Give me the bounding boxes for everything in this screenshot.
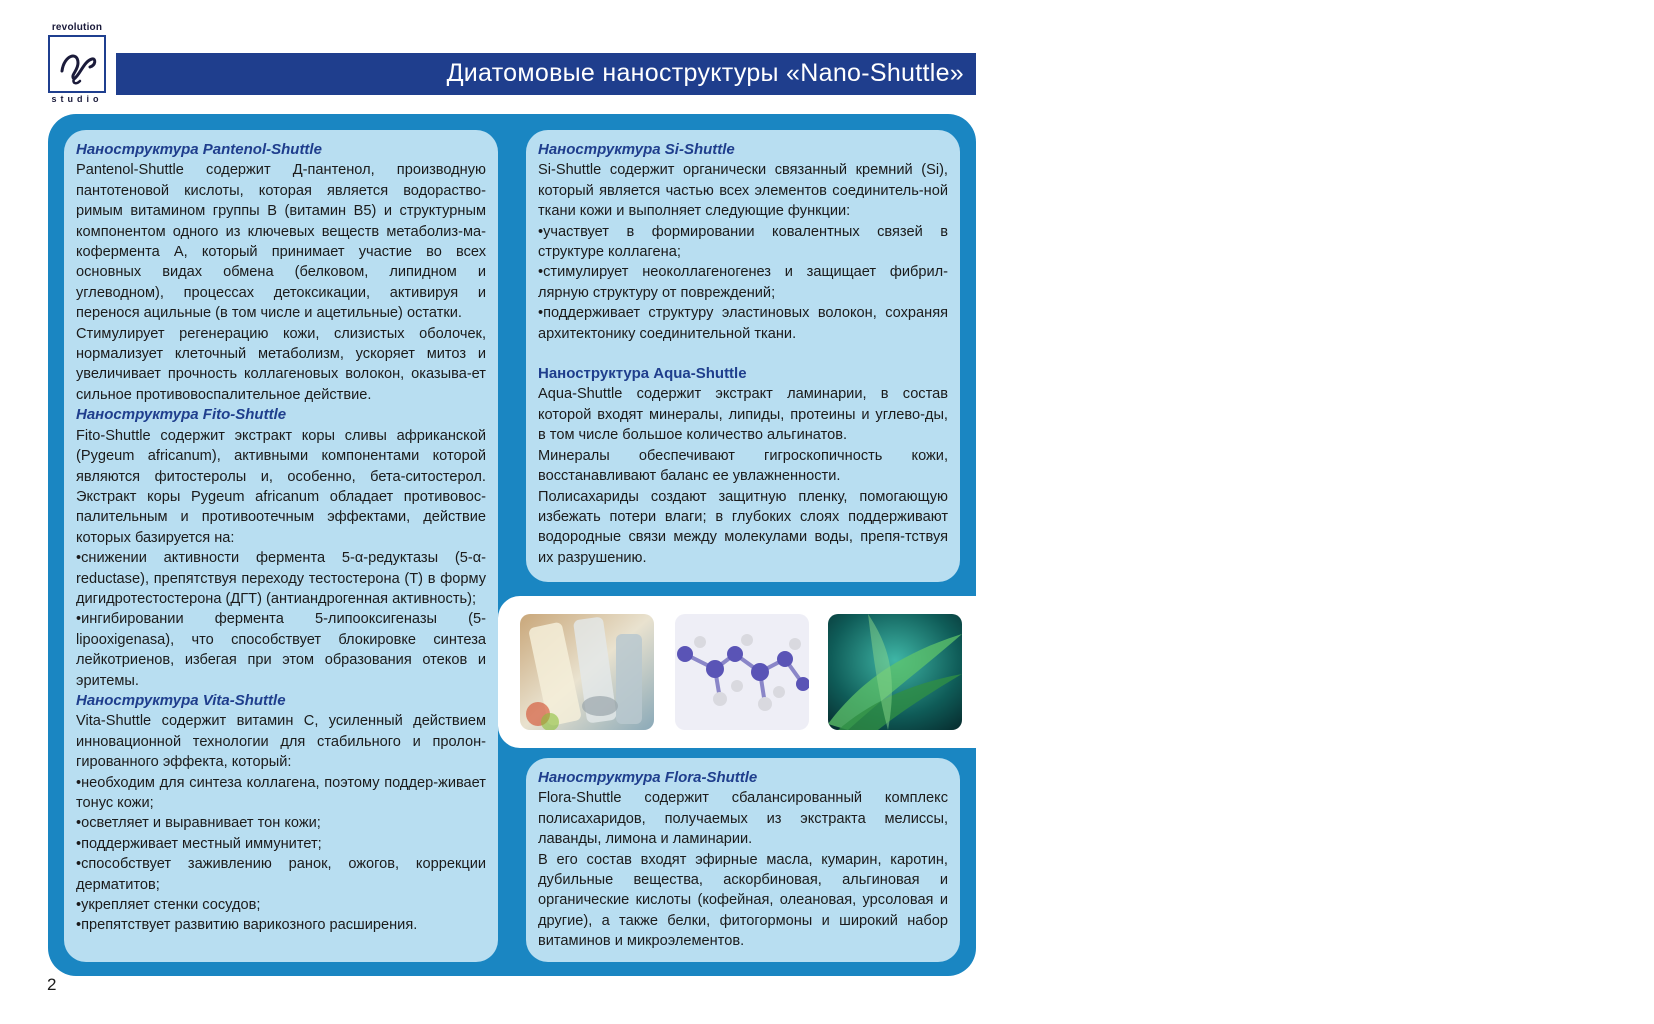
page-title: Диатомовые наноструктуры «Nano-Shuttle»	[446, 59, 964, 87]
si-bullet-1: •участвует в формировании ковалентных связей в структуре коллагена;	[538, 223, 948, 261]
card-left	[64, 130, 498, 962]
heading-fito: Наноструктура Fito-Shuttle	[76, 406, 287, 424]
fito-paragraph-1: Fito-Shuttle содержит экстракт коры сливы африканской (Pygeum africanum), активными компонентами которой являются фитостеролы и, особенно, бета-ситостерол. Экстракт коры Pygeum africanum обладает противовос-палительным и противоотечным эффектами, действие которых базируется на:	[76, 427, 486, 546]
card-si-aqua	[526, 130, 960, 582]
page-number: 2	[47, 975, 57, 994]
logo-box	[48, 35, 106, 93]
spacer	[538, 344, 948, 364]
panthenol-paragraph-1: Pantenol-Shuttle содержит Д-пантенол, производную пантотеновой кислоты, которая является водораство-римым витамином группы В (витамин В5) и структурным компонентом одного из ключевых веществ метаболиз-ма- кофермента А, который принимает участие во всех основных видах обмена (белковом, липидном и углеводном), процессах детоксикации, активируя и перенося ацильные (в том числе и ацетильные) остатки.	[76, 162, 486, 322]
vita-paragraph-1: Vita-Shuttle содержит витамин С, усиленный действием инновационной технологии для стабильного и пролон-гированного эффекта, который:	[76, 713, 486, 771]
molecule-image	[675, 614, 809, 730]
title-bar	[116, 53, 976, 95]
heading-si: Наноструктура Si-Shuttle	[538, 141, 735, 158]
vita-bullet-3: •поддерживает местный иммунитет;	[76, 835, 322, 852]
logo-r-icon	[54, 41, 104, 91]
vita-bullet-6: •препятствует развитию варикозного расширения.	[76, 917, 418, 934]
flora-paragraph-1: Flora-Shuttle содержит сбалансированный комплекс полисахаридов, получаемых из экстракта мелиссы, лаванды, лимона и ламинарии.	[538, 790, 948, 848]
aqua-paragraph-1: Aqua-Shuttle содержит экстракт ламинарии, в состав которой входят минералы, липиды, протеины и углево-ды, в том числе большое количество альгинатов.	[538, 386, 948, 444]
seaweed-image	[828, 614, 962, 730]
logo-top-text: revolution	[51, 22, 103, 33]
vita-bullet-2: •осветляет и выравнивает тон кожи;	[76, 815, 321, 832]
heading-panthenol: Наноструктура Pantenol-Shuttle	[76, 141, 322, 158]
cosmetic-vials-image	[520, 614, 654, 730]
images-strip	[498, 596, 976, 748]
vita-bullet-1: •необходим для синтеза коллагена, поэтому поддер-живает тонус кожи;	[76, 774, 486, 811]
card-flora	[526, 758, 960, 962]
fito-bullet-1: •снижении активности фермента 5-α-редуктазы (5-α-reductase), препятствуя переходу тестостерона (Т) в форму дигидротестостерона (ДГТ) (антиандрогенная активность);	[76, 550, 486, 607]
heading-aqua: Наноструктура Aqua-Shuttle	[538, 365, 747, 383]
logo-bottom-text: studio	[51, 94, 103, 104]
fito-bullet-2: •ингибировании фермента 5-липооксигеназы (5-lipooxigenasa), что способствует блокировке синтеза лейкотриенов, избегая при этом образования отеков и эритемы.	[76, 611, 486, 689]
vita-bullet-4: •способствует заживлению ранок, ожогов, коррекции дерматитов;	[76, 856, 486, 893]
aqua-paragraph-3: Полисахариды создают защитную пленку, помогающую избежать потери влаги; в глубоких слоях поддерживают водородные связи между молекулами воды, препя-тствуя их разрушению.	[538, 488, 948, 566]
vita-bullet-5: •укрепляет стенки сосудов;	[76, 897, 261, 914]
si-bullet-2: •стимулирует неоколлагеногенез и защищает фибрил-лярную структуру от повреждений;	[538, 264, 948, 301]
revolution-studio-logo	[44, 22, 110, 106]
heading-vita: Наноструктура Vita-Shuttle	[76, 691, 286, 709]
flora-paragraph-2: В его состав входят эфирные масла, кумарин, каротин, дубильные вещества, аскорбиновая, альгиновая и органические кислоты (кофейная, олеановая, урсоловая и другие), а также белки, фитогормоны и широкий набор витаминов и микроэлементов.	[538, 851, 948, 950]
heading-flora: Наноструктура Flora-Shuttle	[538, 769, 758, 786]
si-paragraph-1: Si-Shuttle содержит органически связанный кремний (Si), который является частью всех элементов соединитель-ной ткани кожи и выполняет следующие функции:	[538, 162, 948, 220]
si-bullet-3: •поддерживает структуру эластиновых волокон, сохраняя архитектонику соединительной ткани.	[538, 305, 948, 342]
aqua-paragraph-2: Минералы обеспечивают гигроскопичность кожи, восстанавливают баланс ее увлажненности.	[538, 447, 948, 485]
panthenol-paragraph-2: Стимулирует регенерацию кожи, слизистых оболочек, нормализует клеточный метаболизм, ускоряет митоз и увеличивает прочность коллагеновых волокон, оказыва-ет сильное противовоспалительное действие.	[76, 325, 486, 403]
